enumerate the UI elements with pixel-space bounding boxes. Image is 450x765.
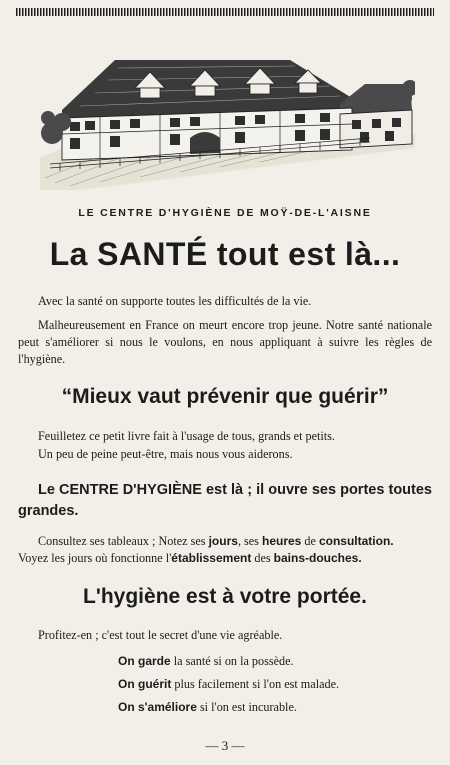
intro-paragraph-1: Avec la santé on supporte toutes les difficultés de la vie. [38, 294, 312, 308]
closing-item-2 [118, 677, 339, 692]
closing-item-3-bold: On s'améliore [118, 700, 197, 714]
consult-consultation: consultation. [318, 534, 394, 548]
quote-heading: “Mieux vaut prévenir que guérir” [61, 385, 389, 408]
consult-text-5: des [251, 551, 274, 565]
closing-item-1-bold: On garde [118, 654, 171, 668]
page-number: — 3 — [205, 738, 245, 753]
consult-establishment: établissement [171, 551, 252, 565]
closing-item-2-bold: On guérit [118, 677, 172, 691]
hygiene-heading: L'hygiène est à votre portée. [83, 585, 367, 608]
consult-days: jours [208, 534, 238, 548]
consult-text-2: , ses [237, 534, 262, 548]
closing-item-1-text: la santé si on la possède. [170, 654, 294, 668]
closing-item-2-text: plus facilement si l'on est malade. [171, 677, 340, 691]
consult-text-3: de [301, 534, 319, 548]
quote-paragraph-2: Un peu de peine peut-être, mais nous vous aiderons. [38, 447, 293, 461]
closing-item-1 [118, 654, 294, 669]
consult-text-4: Voyez les jours où fonctionne l' [18, 551, 172, 565]
quote-paragraph-1: Feuilletez ce petit livre fait à l'usage de tous, grands et petits. [38, 429, 335, 443]
consult-hours: heures [261, 534, 302, 548]
intro-paragraph-2: Malheureusement en France on meurt encore trop jeune. Notre santé nationale peut s'améliorer si nous le voulons, en nous appliquant à suivre les règles de l'hygiène. [18, 318, 432, 366]
consult-text-1: Consultez ses tableaux ; Notez ses [38, 534, 209, 548]
page-title: La SANTÉ tout est là... [49, 236, 401, 272]
consult-showers: bains-douches. [273, 551, 362, 565]
closing-item-3 [118, 700, 297, 715]
closing-intro: Profitez-en ; c'est tout le secret d'une vie agréable. [38, 628, 283, 642]
illustration-caption: LE CENTRE D'HYGIÈNE DE MOŸ-DE-L'AISNE [78, 207, 372, 219]
decorative-top-border [16, 8, 434, 16]
closing-item-3-text: si l'on est incurable. [196, 700, 297, 714]
centre-hygiene-paragraph: Le CENTRE D'HYGIÈNE est là ; il ouvre ses portes toutes grandes. [18, 482, 432, 519]
consult-paragraph [18, 533, 432, 567]
building-illustration [40, 38, 415, 190]
